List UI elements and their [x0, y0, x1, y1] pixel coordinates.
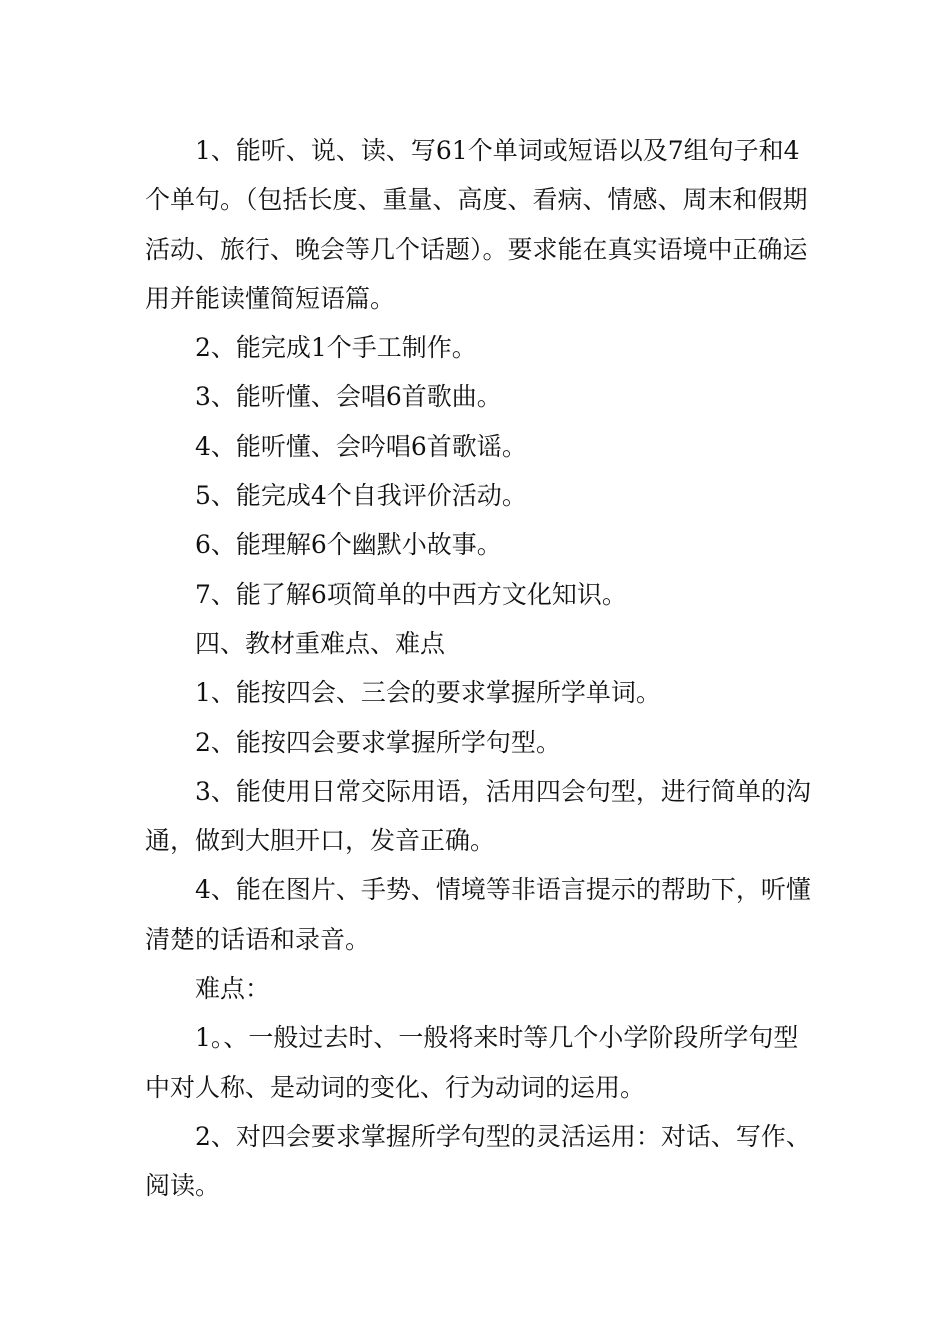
- paragraph-goal-2: 2、能完成1个手工制作。: [195, 333, 477, 363]
- document-body: [145, 126, 815, 1211]
- paragraph-goal-6: 6、能理解6个幽默小故事。: [195, 530, 502, 560]
- paragraph-goal-5: 5、能完成4个自我评价活动。: [195, 481, 527, 511]
- paragraph-difficulty-1: 1。、一般过去时、一般将来时等几个小学阶段所学句型中对人称、是动词的变化、行为动词的运用。: [145, 1023, 799, 1102]
- paragraph-key-point-3: 3、能使用日常交际用语，活用四会句型，进行简单的沟通，做到大胆开口，发音正确。: [145, 776, 811, 856]
- paragraph-goal-1: 1、能听、说、读、写61个单词或短语以及7组句子和4个单句。（包括长度、重量、高度、看病、情感、周末和假期活动、旅行、晚会等几个话题）。要求能在真实语境中正确运用并能读懂简短语篇。: [145, 136, 808, 313]
- paragraph-goal-4: 4、能听懂、会吟唱6首歌谣。: [195, 431, 527, 461]
- paragraph-difficulty-2: 2、对四会要求掌握所学句型的灵活运用：对话、写作、阅读。: [145, 1121, 811, 1201]
- paragraph-key-point-2: 2、能按四会要求掌握所学句型。: [195, 727, 561, 757]
- paragraph-goal-3: 3、能听懂、会唱6首歌曲。: [195, 382, 502, 412]
- paragraph-key-point-1: 1、能按四会、三会的要求掌握所学单词。: [195, 678, 661, 708]
- section-heading-key-points: 四、教材重难点、难点: [195, 628, 446, 658]
- paragraph-key-point-4: 4、能在图片、手势、情境等非语言提示的帮助下，听懂清楚的话语和录音。: [145, 875, 811, 954]
- subheading-difficulties: 难点：: [195, 974, 271, 1004]
- paragraph-goal-7: 7、能了解6项简单的中西方文化知识。: [195, 579, 627, 609]
